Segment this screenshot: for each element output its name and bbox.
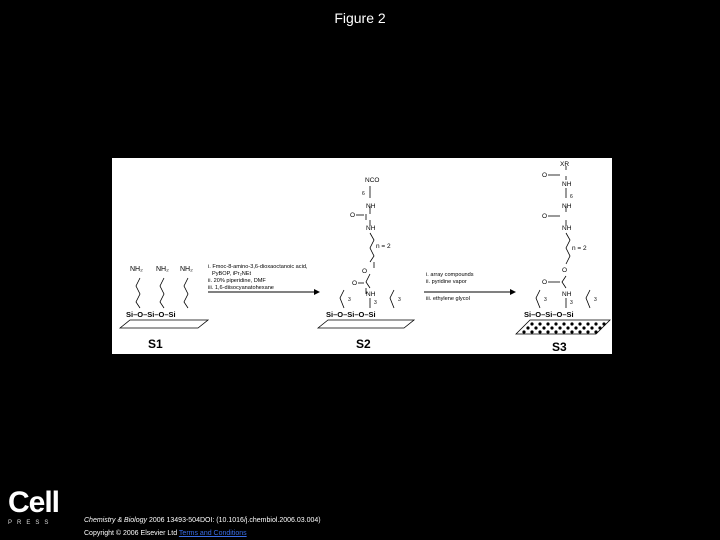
- terms-link[interactable]: Terms and Conditions: [178, 530, 247, 537]
- citation-details: 2006 13493-504DOI: (10.1016/j.chembiol.2006.03.004): [147, 517, 321, 524]
- step1-condition-4: iii. 1,6-diisocyanatohexane: [208, 285, 274, 291]
- reaction-arrow-1: [208, 264, 320, 295]
- step2-condition-1: i. array compounds: [426, 272, 474, 278]
- figure-panel: [112, 158, 612, 354]
- s2-surface-slab: [318, 320, 414, 328]
- reaction-scheme: [112, 158, 612, 354]
- s3-o-1: O: [542, 172, 548, 179]
- s2-nco: NCO: [365, 177, 380, 184]
- citation-line: [84, 514, 321, 527]
- compound-s2: [318, 177, 414, 351]
- s2-sub3-left: 3: [348, 297, 351, 303]
- s3-nh-1: NH: [562, 181, 572, 188]
- step1-condition-3: ii. 20% piperidine, DMF: [208, 278, 266, 284]
- logo-subtitle: PRESS: [8, 520, 54, 526]
- step2-condition-3: iii. ethylene glycol: [426, 296, 470, 302]
- s1-surface-slab: [120, 320, 208, 328]
- s2-o-1: O: [350, 212, 356, 219]
- logo-word: Cell: [8, 486, 60, 519]
- page-title: Figure 2: [334, 10, 386, 26]
- s1-surface-text: Si–O–Si–O–Si: [126, 310, 176, 319]
- compound-s1: [120, 266, 208, 351]
- s3-label: S3: [552, 340, 567, 354]
- s2-o-3: O: [352, 280, 358, 287]
- s2-surface-text: Si–O–Si–O–Si: [326, 310, 376, 319]
- s2-label: S2: [356, 337, 371, 351]
- s3-sub3-right: 3: [594, 297, 597, 303]
- step1-condition-1: i. Fmoc-8-amino-3,6-dioxaoctanoic acid,: [208, 264, 308, 270]
- copyright-line: [84, 527, 321, 540]
- s2-n-eq: n = 2: [376, 243, 391, 250]
- reaction-arrow-2: [424, 272, 516, 302]
- journal-name: Chemistry & Biology: [84, 517, 148, 524]
- s3-sub3-left: 3: [544, 297, 547, 303]
- s2-nh-1: NH: [366, 203, 376, 210]
- step2-condition-2: ii. pyridine vapor: [426, 279, 467, 285]
- s3-sub6: 6: [570, 194, 573, 200]
- s3-surface-text: Si–O–Si–O–Si: [524, 310, 574, 319]
- s2-sub6: 6: [362, 191, 365, 197]
- s2-nh-3: NH: [366, 291, 376, 298]
- compound-s3: [516, 161, 610, 354]
- s1-label: S1: [148, 337, 163, 351]
- s2-nh-2: NH: [366, 225, 376, 232]
- step1-condition-2: PyBOP, iPr₂NEt: [212, 271, 252, 277]
- s3-nh-3: NH: [562, 225, 572, 232]
- s1-amine-2: NH₂: [156, 266, 169, 273]
- s1-amine-3: NH₂: [180, 266, 193, 273]
- citation: [84, 514, 321, 540]
- s2-o-2: O: [362, 268, 368, 275]
- s3-o-3: O: [562, 267, 568, 274]
- s3-sub3-mid: 3: [570, 300, 573, 306]
- s3-nh-4: NH: [562, 291, 572, 298]
- cell-press-logo: [8, 488, 68, 532]
- s3-o-4: O: [542, 279, 548, 286]
- copyright-text: Copyright © 2006 Elsevier Ltd: [84, 530, 179, 537]
- s3-xr: XR: [560, 161, 570, 168]
- s2-sub3-right: 3: [398, 297, 401, 303]
- s3-nh-2: NH: [562, 203, 572, 210]
- s3-n-eq: n = 2: [572, 245, 587, 252]
- s3-o-2: O: [542, 213, 548, 220]
- s2-sub3-mid: 3: [374, 300, 377, 306]
- s1-amine-1: NH₂: [130, 266, 143, 273]
